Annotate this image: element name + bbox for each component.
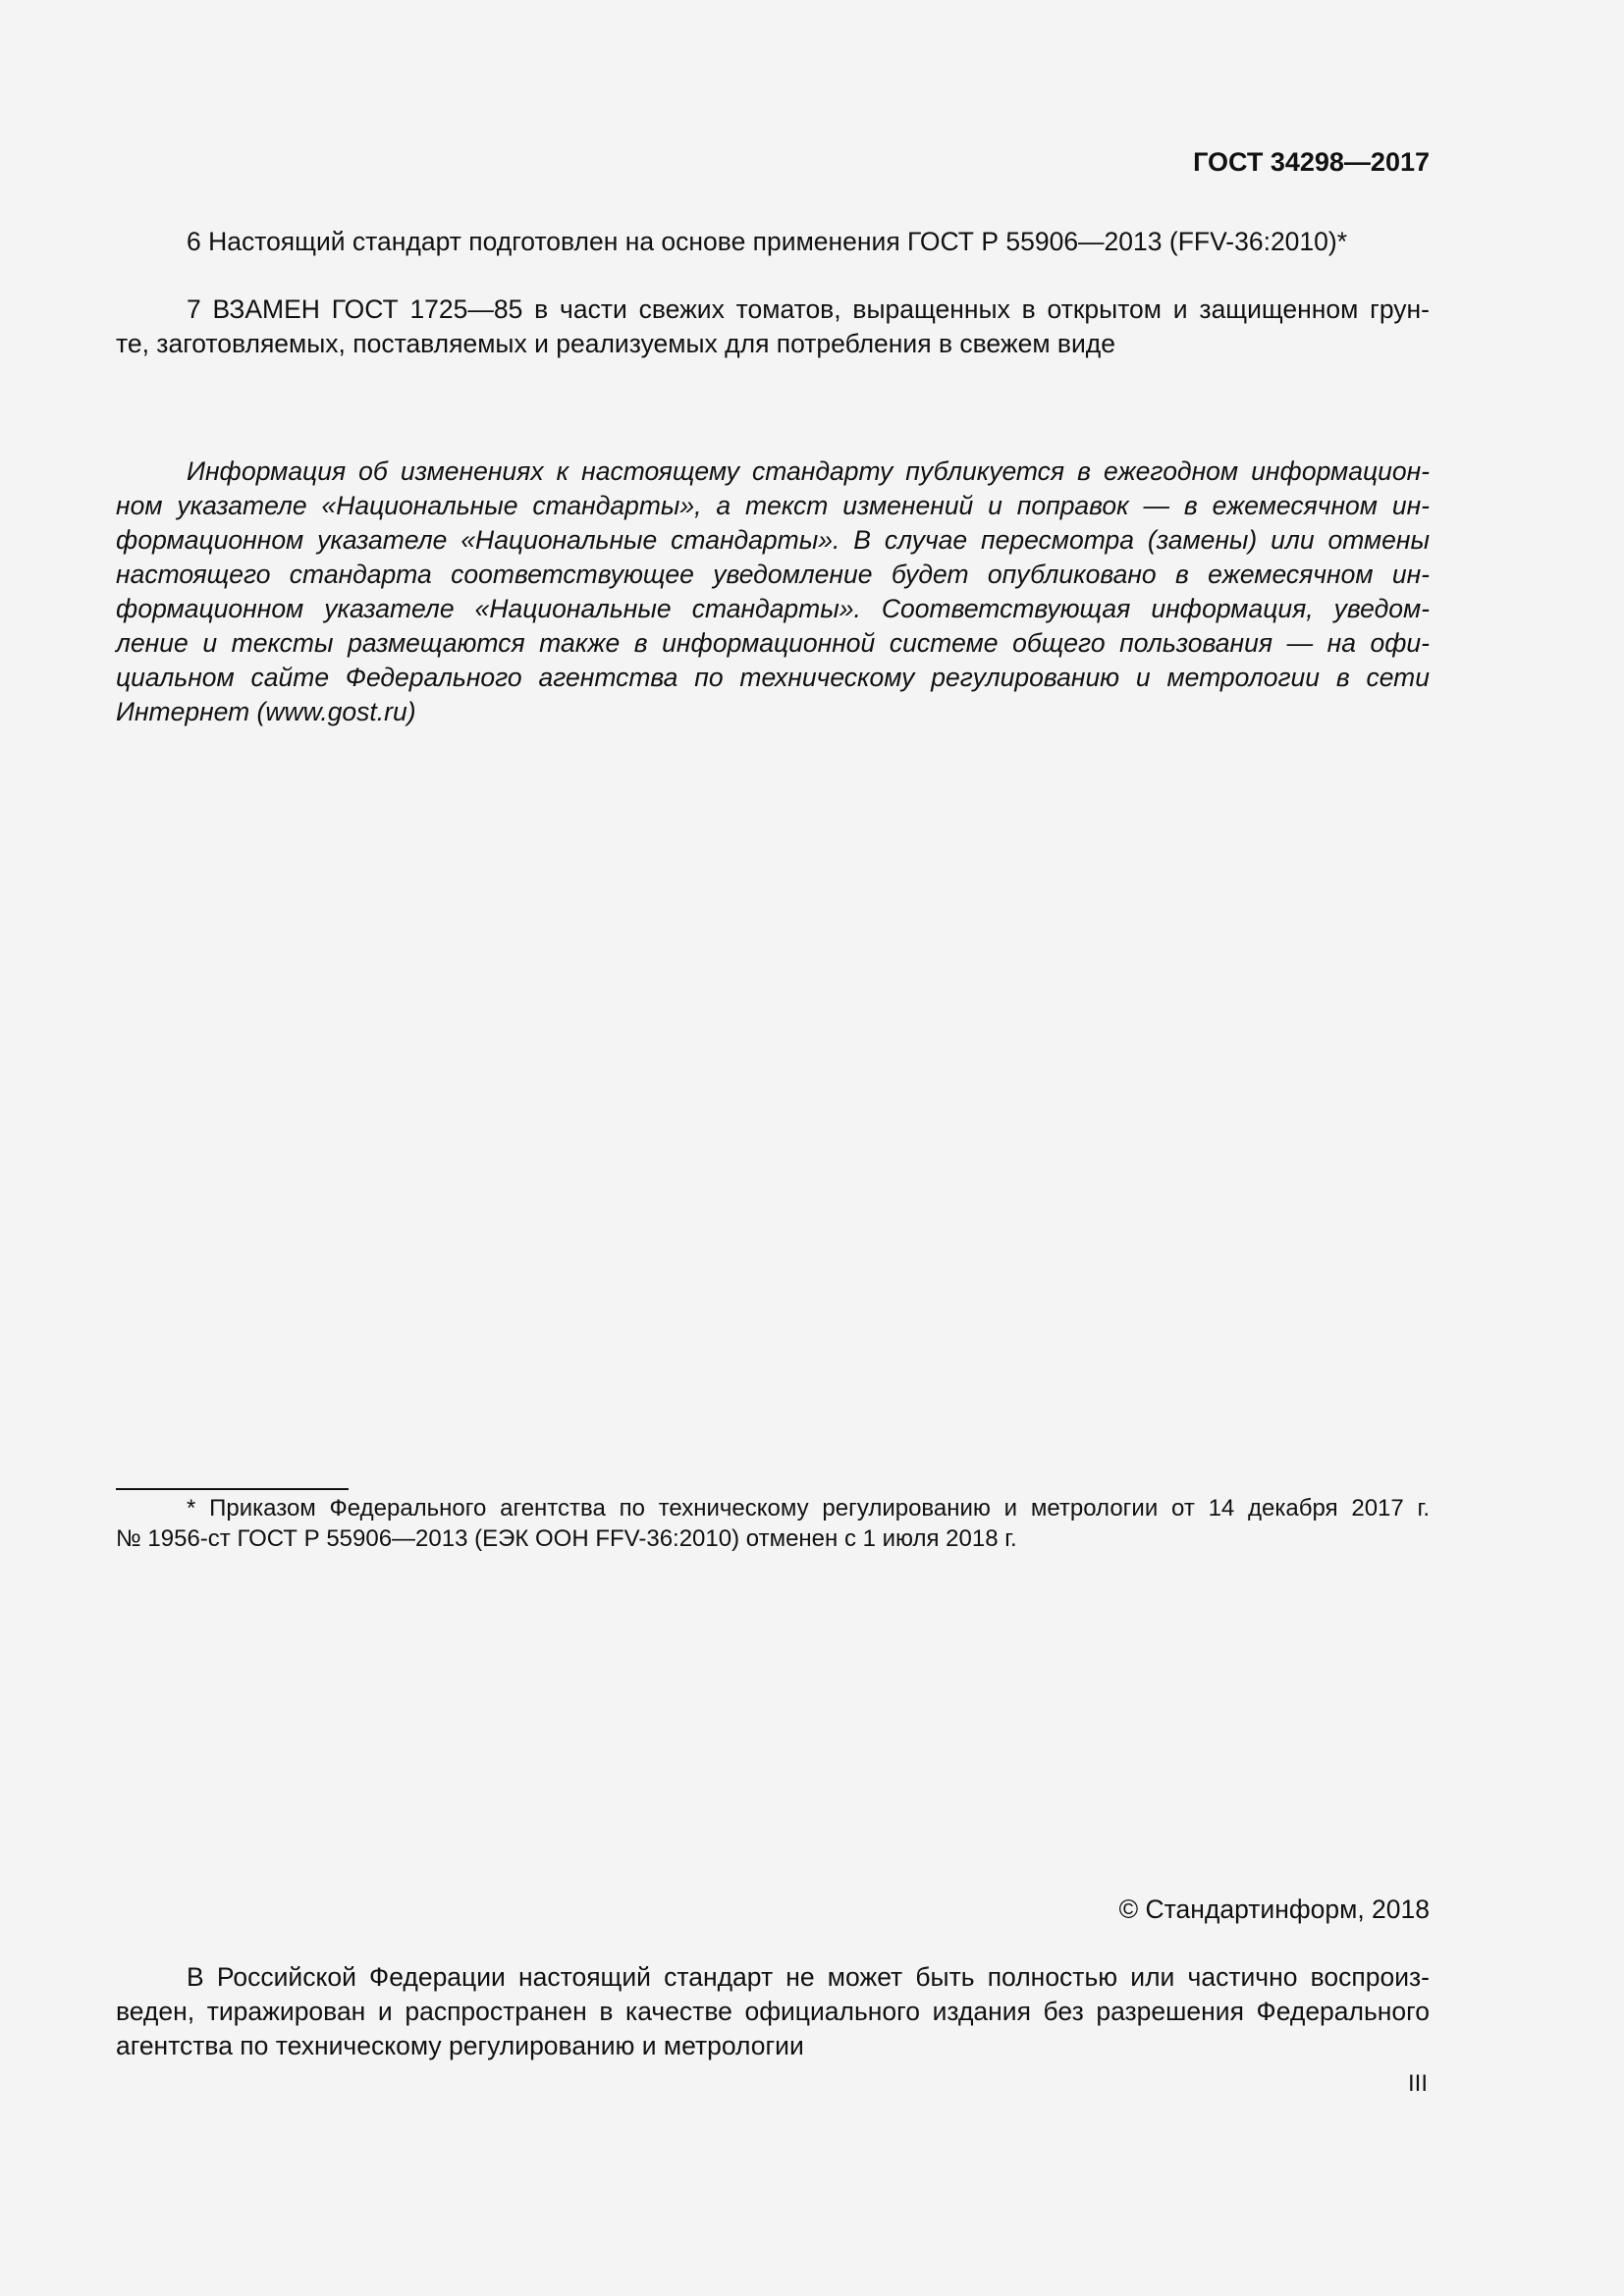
item-6-paragraph — [116, 225, 1430, 259]
reproduction-line-2: веден, тиражирован и распространен в качестве официального издания без разрешения Федерального — [116, 1997, 1430, 2026]
info-notice-line: ление и тексты размещаются также в информационной системе общего пользования — на офи- — [116, 628, 1430, 658]
reproduction-notice — [116, 1960, 1430, 2063]
item-7-line-2: те, заготовляемых, поставляемых и реализуемых для потребления в свежем виде — [116, 329, 1115, 358]
copyright-notice: © Стандартинформ, 2018 — [1118, 1895, 1430, 1924]
footnote-divider — [116, 1488, 349, 1490]
changes-info-notice — [116, 454, 1430, 729]
footnote-line-2: № 1956-ст ГОСТ Р 55906—2013 (ЕЭК ООН FFV-36:2010) отменен с 1 июля 2018 г. — [116, 1525, 1017, 1552]
footnote-line-1: * Приказом Федерального агентства по техническому регулированию и метрологии от 14 декабря 2017 г. — [187, 1495, 1430, 1522]
standard-code-header: ГОСТ 34298—2017 — [1193, 147, 1430, 177]
item-7-paragraph — [116, 293, 1430, 361]
item-6-text: 6 Настоящий стандарт подготовлен на основе применения ГОСТ Р 55906—2013 (FFV-36:2010)* — [187, 227, 1348, 256]
info-notice-line: формационном указателе «Национальные стандарты». Соответствующая информация, уведом- — [116, 594, 1430, 623]
info-notice-line: ном указателе «Национальные стандарты», а текст изменений и поправок — в ежемесячном ин- — [116, 491, 1430, 520]
footnote — [116, 1493, 1430, 1554]
info-notice-line: настоящего стандарта соответствующее уведомление будет опубликовано в ежемесячном ин- — [116, 560, 1430, 589]
info-notice-line: Информация об изменениях к настоящему стандарту публикуется в ежегодном информацион- — [187, 456, 1430, 486]
info-notice-line: циальном сайте Федерального агентства по техническому регулированию и метрологии в сети — [116, 663, 1430, 692]
item-7-line-1: 7 ВЗАМЕН ГОСТ 1725—85 в части свежих томатов, выращенных в открытом и защищенном грун- — [187, 294, 1430, 324]
reproduction-line-1: В Российской Федерации настоящий стандарт не может быть полностью или частично воспроиз- — [187, 1962, 1430, 1992]
info-notice-line: Интернет (www.gost.ru) — [116, 697, 416, 726]
reproduction-line-3: агентства по техническому регулированию и метрологии — [116, 2031, 804, 2060]
page-number: III — [1407, 2070, 1428, 2097]
info-notice-line: формационном указателе «Национальные стандарты». В случае пересмотра (замены) или отмены — [116, 525, 1430, 555]
